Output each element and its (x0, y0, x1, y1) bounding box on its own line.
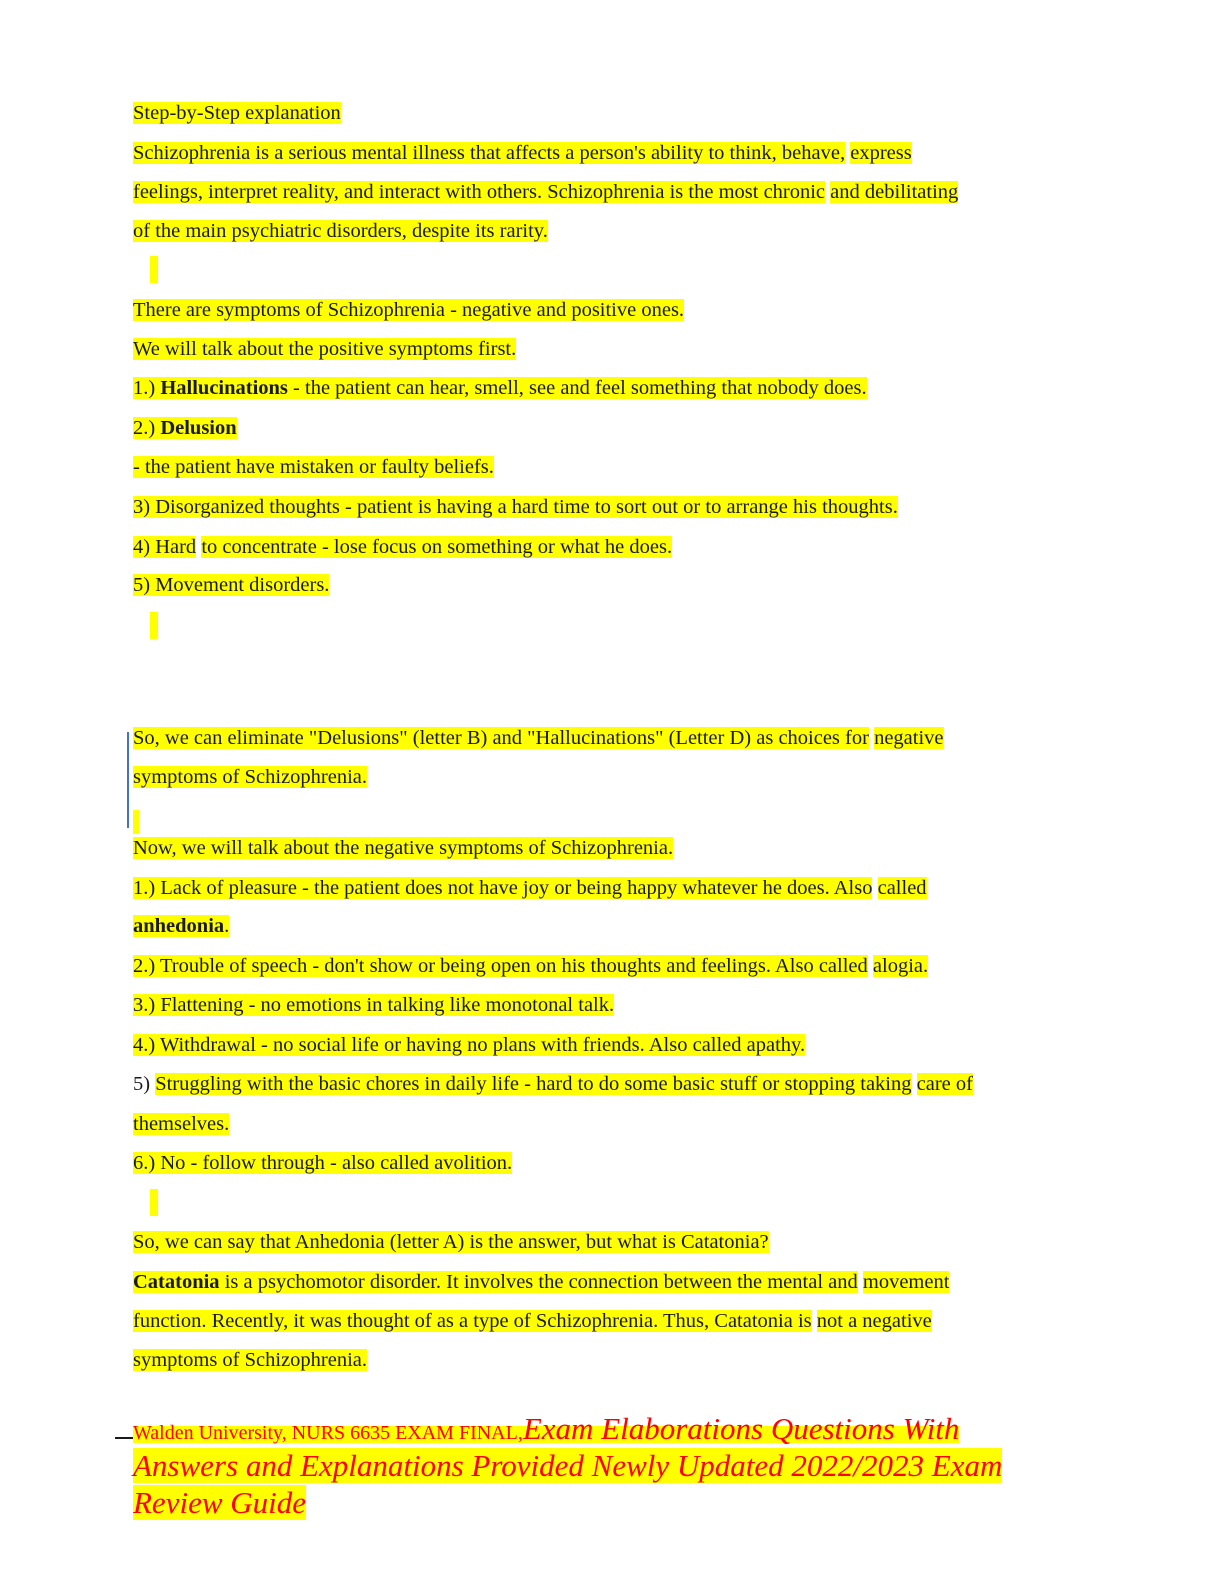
negative-item-5-cont: themselves. (133, 1113, 230, 1135)
negative-intro: Now, we will talk about the negative symptoms of Schizophrenia. (133, 837, 674, 859)
positive-item-1: 1.) Hallucinations - the patient can hear, smell, see and feel something that nobody does. (133, 377, 867, 399)
negative-item-5: 5) Struggling with the basic chores in daily life - hard to do some basic stuff or stopping taking care of (133, 1073, 973, 1095)
catatonia-line-2: function. Recently, it was thought of as a type of Schizophrenia. Thus, Catatonia is not a negative (133, 1310, 932, 1332)
eliminate-line-2: symptoms of Schizophrenia. (133, 766, 368, 788)
positive-item-3: 3) Disorganized thoughts - patient is having a hard time to sort out or to arrange his thoughts. (133, 496, 898, 518)
revision-bar (127, 732, 129, 828)
negative-item-6: 6.) No - follow through - also called avolition. (133, 1152, 513, 1174)
positive-item-2-definition: - the patient have mistaken or faulty beliefs. (133, 456, 494, 478)
footer-dash (115, 1437, 133, 1439)
intro-line-3: of the main psychiatric disorders, despite its rarity. (133, 220, 548, 242)
empty-paragraph-mark (133, 810, 139, 834)
intro-line-1: Schizophrenia is a serious mental illness that affects a person's ability to think, behave, express (133, 142, 912, 164)
catatonia-line-1: Catatonia is a psychomotor disorder. It involves the connection between the mental and movement (133, 1271, 950, 1293)
positive-item-5: 5) Movement disorders. (133, 574, 330, 596)
types-line: There are symptoms of Schizophrenia - negative and positive ones. (133, 299, 685, 321)
negative-item-1-term: anhedonia. (133, 915, 230, 937)
negative-item-4: 4.) Withdrawal - no social life or having no plans with friends. Also called apathy. (133, 1034, 806, 1056)
catatonia-line-3: symptoms of Schizophrenia. (133, 1349, 368, 1371)
eliminate-line-1: So, we can eliminate "Delusions" (letter B) and "Hallucinations" (Letter D) as choices for negative (133, 727, 944, 749)
footer-title: Walden University, NURS 6635 EXAM FINAL,Exam Elaborations Questions With Answers and Explanations Provided Newly Updated 2022/2023 Exam Review Guide (133, 1411, 1003, 1520)
negative-item-1: 1.) Lack of pleasure - the patient does not have joy or being happy whatever he does. Also called (133, 877, 927, 899)
intro-line-2: feelings, interpret reality, and interact with others. Schizophrenia is the most chronic and debilitating (133, 181, 959, 203)
empty-paragraph-mark (150, 1189, 158, 1216)
positive-item-2: 2.) Delusion (133, 417, 237, 439)
heading: Step-by-Step explanation (133, 102, 341, 124)
positive-intro: We will talk about the positive symptoms first. (133, 338, 517, 360)
empty-paragraph-mark (150, 256, 158, 283)
empty-paragraph-mark (150, 612, 158, 639)
negative-item-3: 3.) Flattening - no emotions in talking like monotonal talk. (133, 994, 615, 1016)
positive-item-4: 4) Hard to concentrate - lose focus on something or what he does. (133, 536, 673, 558)
negative-item-2: 2.) Trouble of speech - don't show or being open on his thoughts and feelings. Also called alogia. (133, 955, 929, 977)
answer-line: So, we can say that Anhedonia (letter A) is the answer, but what is Catatonia? (133, 1231, 769, 1253)
